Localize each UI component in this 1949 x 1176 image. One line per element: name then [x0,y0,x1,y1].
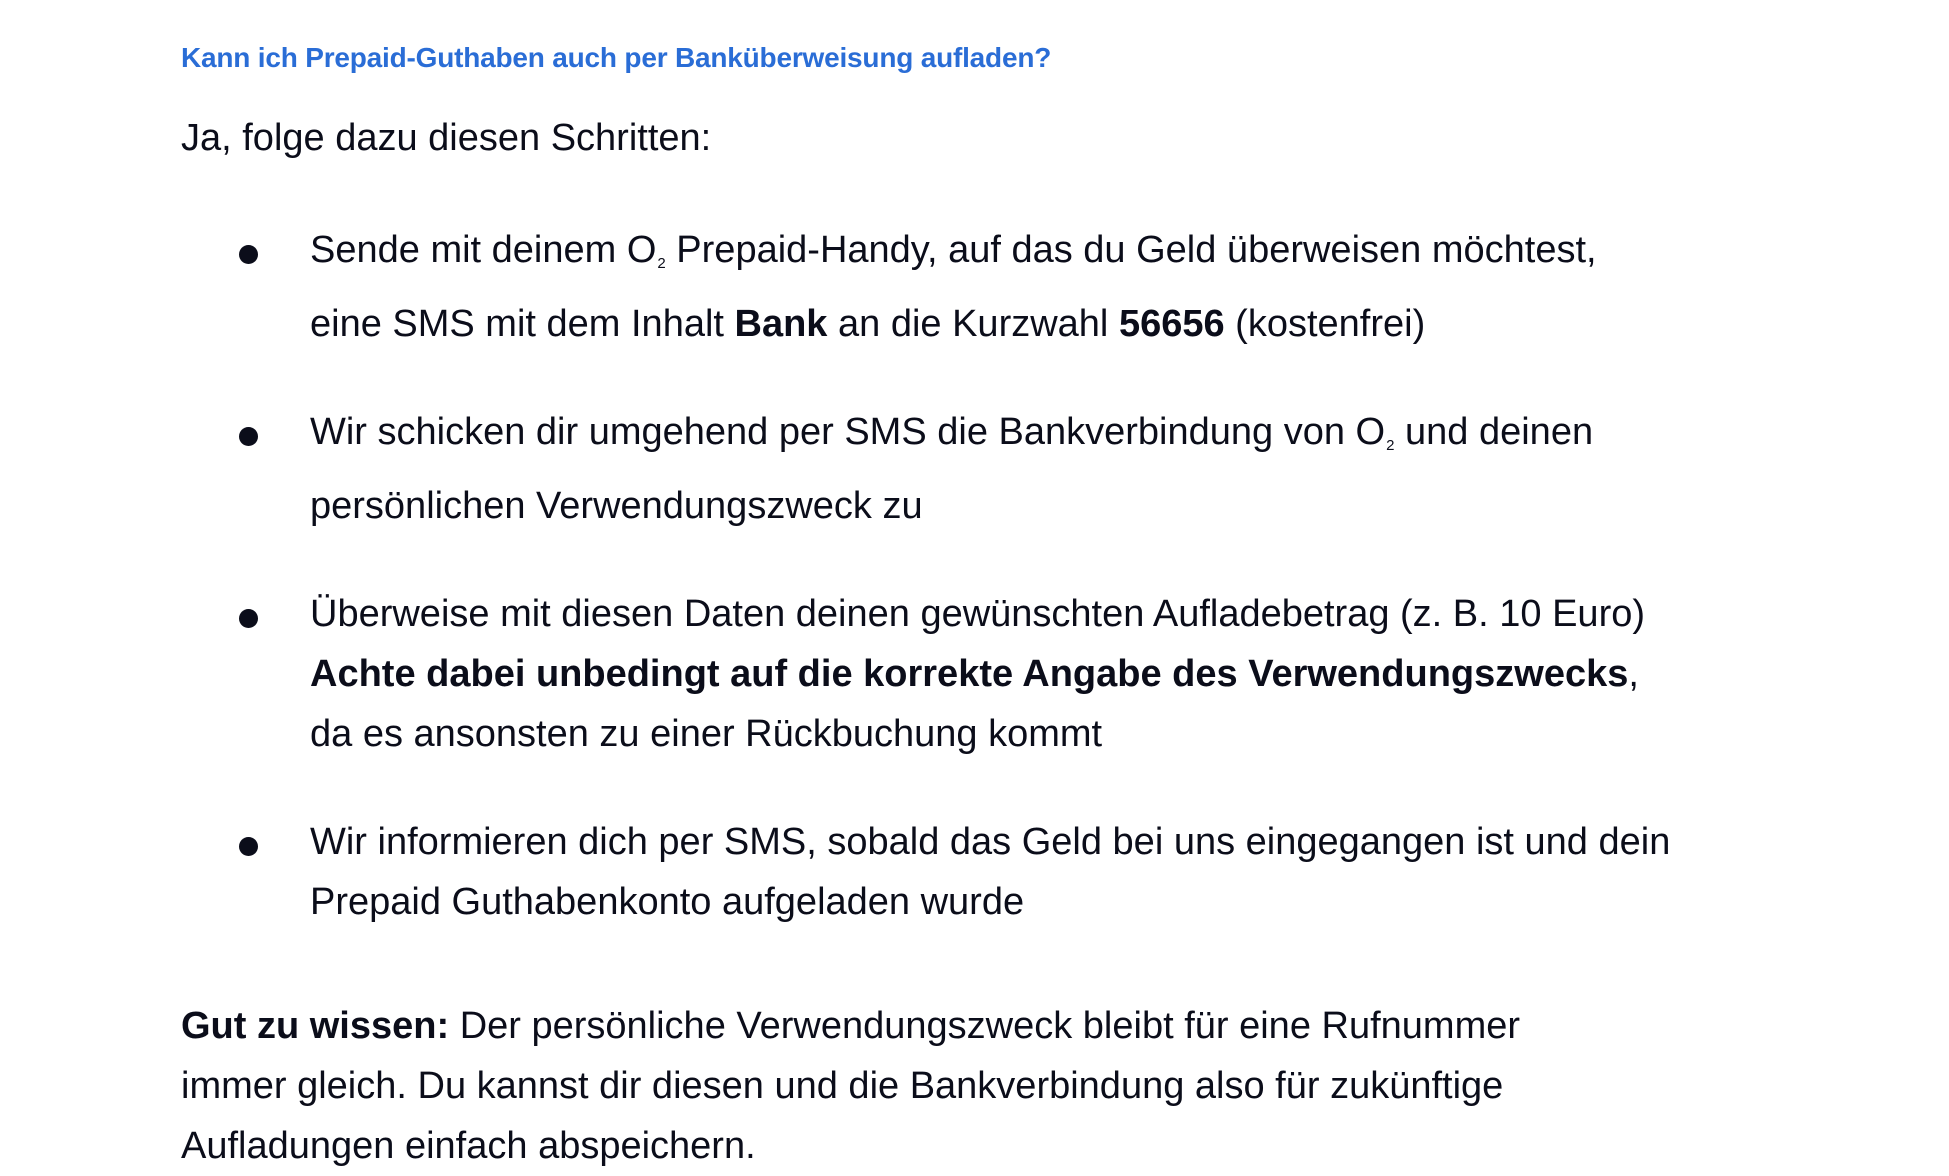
step-text: Wir informieren dich per SMS, sobald das Geld bei uns eingegangen ist und dein Prepaid Guthabenkonto aufgeladen wurde [310,821,1671,923]
step-text: Sende mit deinem [310,229,627,271]
list-item [181,402,1670,536]
bullet-icon [239,245,258,264]
short-code: 56656 [1118,303,1225,345]
note-label: Gut zu wissen: [181,1005,450,1047]
o2-letter: O [626,229,657,271]
step-text: an die Kurzwahl [827,303,1119,345]
warning-text: Achte dabei unbedingt auf die korrekte Angabe des Verwendungszwecks [310,653,1629,695]
step-text: und deinen persönlichen Verwendungszweck zu [310,411,1594,527]
faq-intro: Ja, folge dazu diesen Schritten: [181,117,712,159]
step-text: , [1628,653,1639,695]
note-text: Der persönliche Verwendungszweck bleibt für eine Rufnummer immer gleich. Du kannst dir diesen und die Bankverbindung also für zukünftige Aufladungen einfach abspeichern. [181,1005,1521,1167]
faq-question: Kann ich Prepaid-Guthaben auch per Banküberweisung aufladen? [181,42,1052,73]
steps-list [181,220,1741,932]
step-text: (kostenfrei) [1224,303,1426,345]
bullet-icon [239,837,258,856]
bullet-icon [239,427,258,446]
o2-brand [627,229,666,271]
sms-keyword: Bank [734,303,828,345]
step-text: Überweise mit diesen Daten deinen gewünschten Aufladebetrag (z. B. 10 Euro) [310,593,1646,635]
list-item [181,220,1650,354]
o2-letter: O [1355,411,1386,453]
step-text: Wir schicken dir umgehend per SMS die Bankverbindung von [310,411,1356,453]
bullet-icon [239,609,258,628]
faq-answer [181,38,1741,1176]
o2-subscript: 2 [657,255,666,272]
list-item [181,584,1810,764]
good-to-know-note [181,996,1561,1176]
o2-subscript: 2 [1386,437,1395,454]
list-item [181,812,1690,932]
step-text: da es ansonsten zu einer Rückbuchung kommt [310,713,1103,755]
o2-brand [1356,411,1395,453]
step-text: Prepaid-Handy, auf das du Geld überweisen möchtest, eine SMS mit dem Inhalt [310,229,1597,345]
